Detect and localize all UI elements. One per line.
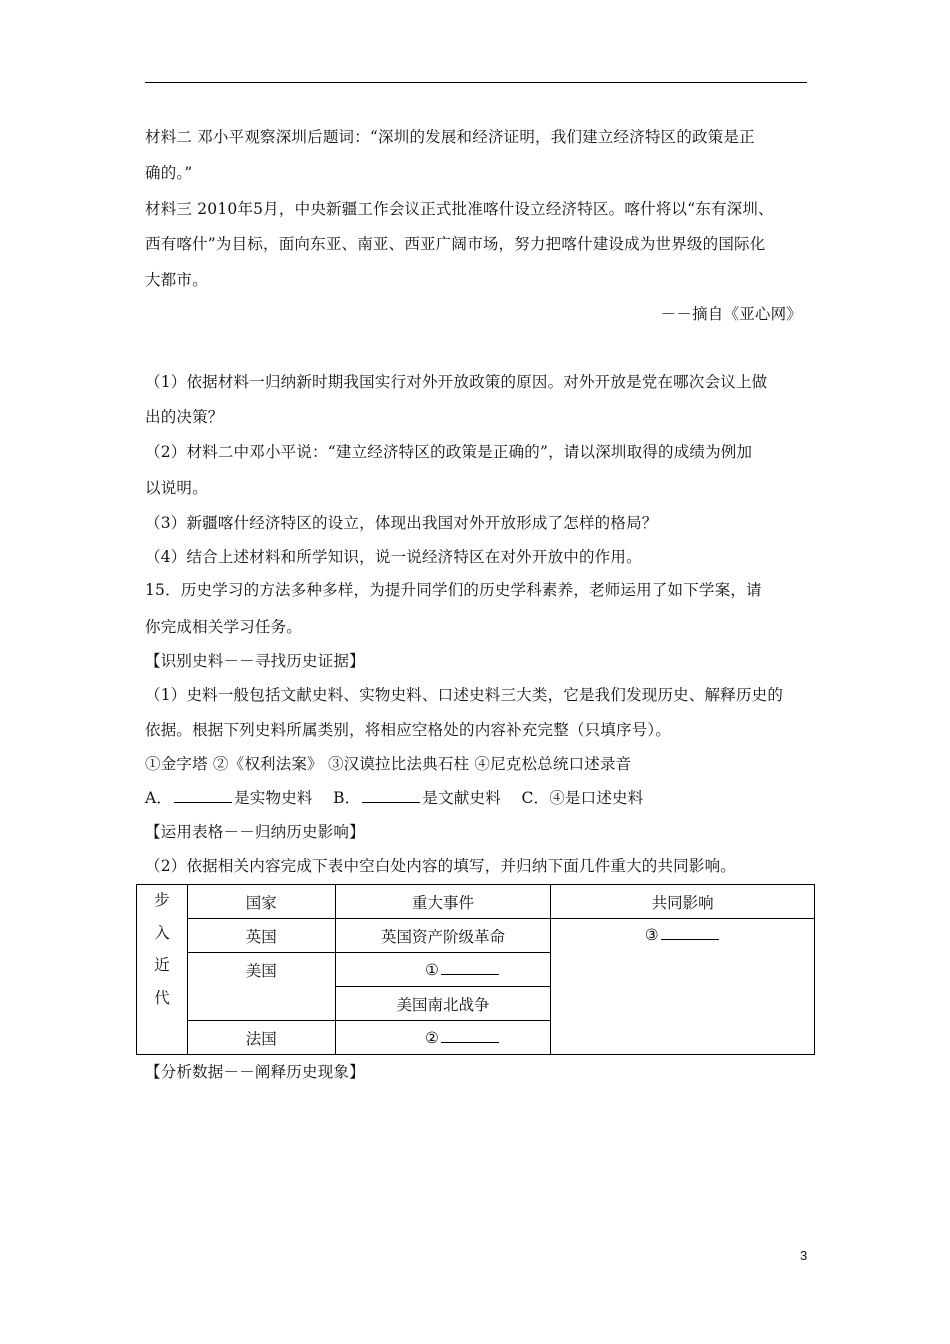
- question-1-line-1: （1）依据材料一归纳新时期我国实行对外开放政策的原因。对外开放是党在哪次会议上做: [145, 373, 768, 391]
- option-c-text: C．④是口述史料: [521, 789, 644, 807]
- question-1-line-2: 出的决策？: [145, 408, 224, 426]
- page-number: 3: [800, 1248, 808, 1263]
- country-us: [187, 953, 335, 1021]
- option-a-blank[interactable]: [174, 788, 232, 803]
- material-3-line-1: 材料三 2010年5月，中央新疆工作会议正式批准喀什设立经济特区。喀什将以“东有深圳、: [145, 200, 774, 218]
- event-uk: 英国资产阶级革命: [335, 919, 551, 953]
- row-header-char-1: 步: [154, 891, 170, 909]
- option-b-text: 是文献史料: [422, 789, 501, 807]
- row-header-char-3: 近: [154, 956, 170, 975]
- impact-marker: ③: [644, 926, 659, 944]
- header-impact: 共同影响: [551, 885, 815, 919]
- subquestion-1-line-1: （1）史料一般包括文献史料、实物史料、口述史料三大类，它是我们发现历史、解释历史的: [145, 686, 784, 704]
- section-heading-table: 【运用表格－－归纳历史影响】: [145, 823, 365, 841]
- question-4: （4）结合上述材料和所学知识，说一说经济特区在对外开放中的作用。: [145, 548, 642, 566]
- option-a-label: A．: [145, 789, 173, 807]
- options-line: [145, 787, 643, 809]
- question-2-line-2: 以说明。: [145, 479, 208, 497]
- question-15-line-1: 15．历史学习的方法多种多样，为提升同学们的历史学科素养，老师运用了如下学案，请: [145, 581, 762, 599]
- option-b-blank[interactable]: [362, 788, 420, 803]
- section-heading-identify: 【识别史料－－寻找历史证据】: [145, 652, 365, 670]
- material-3-line-2: 西有喀什”为目标，面向东亚、南亚、西亚广阔市场，努力把喀什建设成为世界级的国际化: [145, 235, 766, 253]
- header-rule: [145, 82, 807, 83]
- source-items: ①金字塔 ②《权利法案》 ③汉谟拉比法典石柱 ④尼克松总统口述录音: [145, 755, 632, 773]
- impact-blank[interactable]: [661, 925, 719, 940]
- question-2-line-1: （2）材料二中邓小平说：“建立经济特区的政策是正确的”，请以深圳取得的成绩为例加: [145, 443, 753, 461]
- country-us-label: 美国: [245, 962, 277, 980]
- header-country: 国家: [187, 885, 335, 919]
- event-us-2: 美国南北战争: [335, 987, 551, 1021]
- event-fr-marker: ②: [425, 1029, 439, 1047]
- event-us-1-blank[interactable]: [441, 960, 499, 975]
- subquestion-1-line-2: 依据。根据下列史料所属类别，将相应空格处的内容补充完整（只填序号）。: [145, 721, 672, 739]
- event-fr-blank[interactable]: [441, 1028, 499, 1043]
- source-citation: －－摘自《亚心网》: [660, 305, 802, 323]
- row-header-char-4: 代: [154, 988, 170, 1007]
- question-15-line-2: 你完成相关学习任务。: [145, 618, 303, 636]
- row-header-cell: [137, 885, 188, 1055]
- event-fr: [335, 1021, 551, 1055]
- event-us-1-marker: ①: [425, 961, 439, 979]
- material-2-line-1: 材料二 邓小平观察深圳后题词：“深圳的发展和经济证明，我们建立经济特区的政策是正: [145, 128, 755, 146]
- history-table: [136, 884, 815, 1055]
- country-fr: 法国: [187, 1021, 335, 1055]
- material-3-line-3: 大都市。: [145, 271, 208, 289]
- impact-cell: [551, 919, 815, 1055]
- option-b-label: B．: [333, 789, 361, 807]
- event-us-1: [335, 953, 551, 987]
- subquestion-2: （2）依据相关内容完成下表中空白处内容的填写，并归纳下面几件重大的共同影响。: [145, 857, 736, 875]
- option-a-text: 是实物史料: [234, 789, 313, 807]
- row-header-char-2: 入: [154, 923, 170, 942]
- question-3: （3）新疆喀什经济特区的设立，体现出我国对外开放形成了怎样的格局？: [145, 514, 658, 532]
- section-heading-data: 【分析数据－－阐释历史现象】: [145, 1063, 365, 1081]
- country-uk: 英国: [187, 919, 335, 953]
- header-event: 重大事件: [335, 885, 551, 919]
- material-2-line-2: 确的。”: [145, 164, 193, 182]
